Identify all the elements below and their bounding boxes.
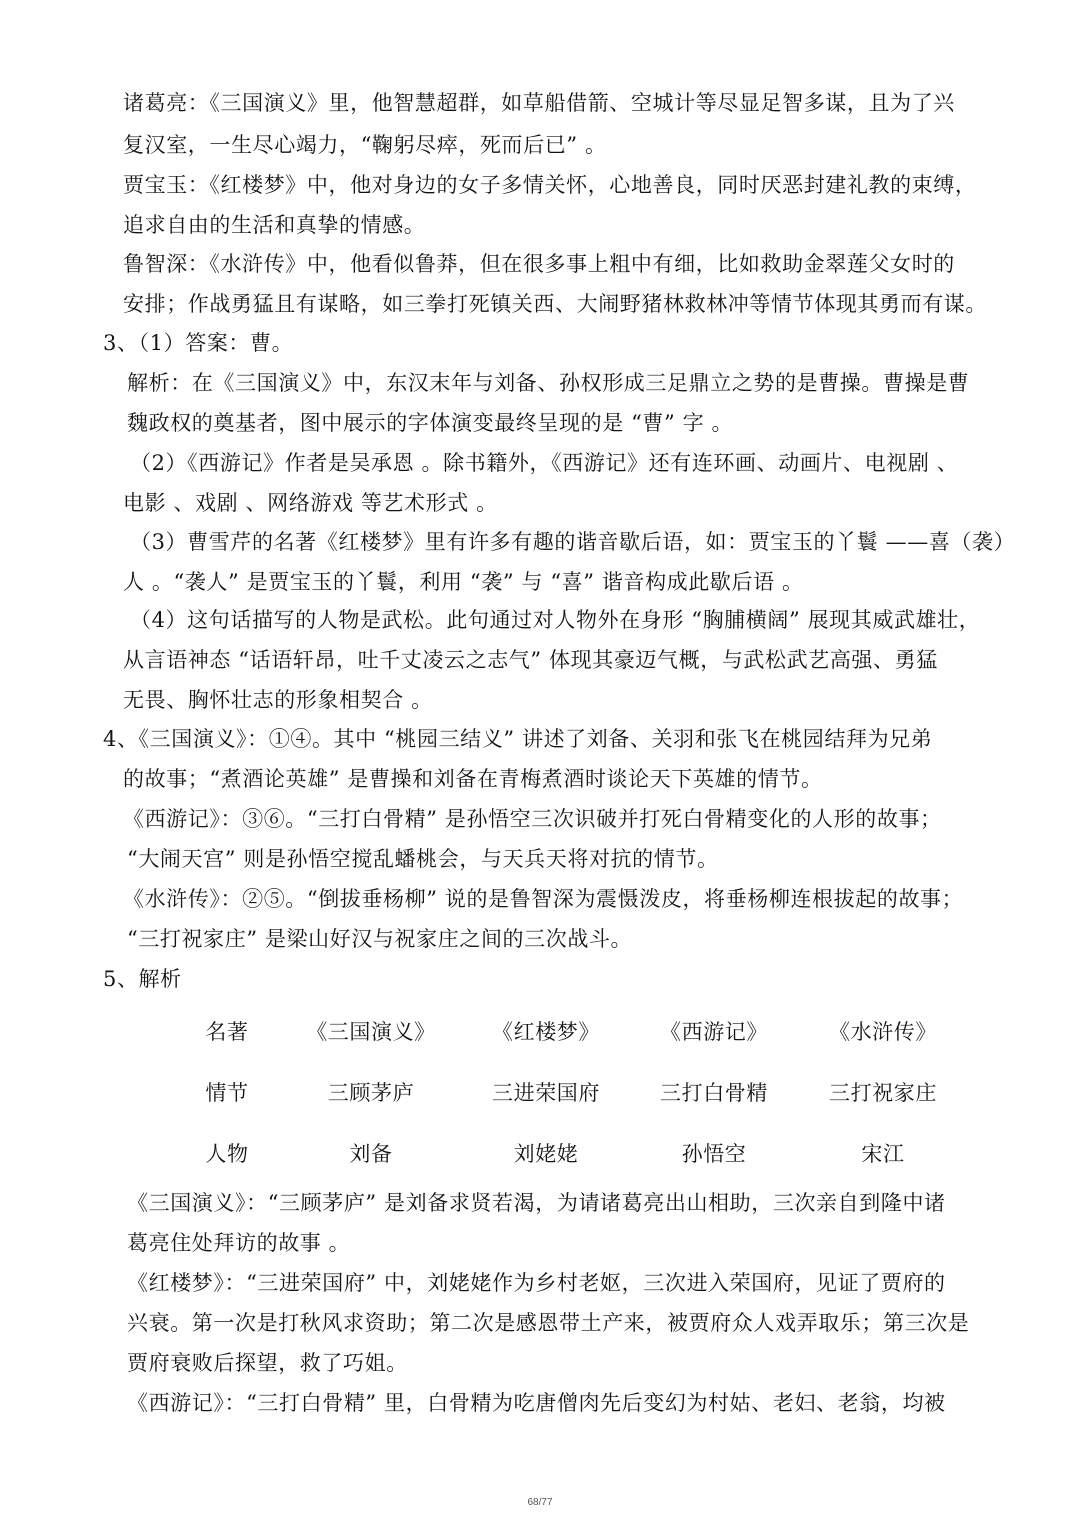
text-line: 鲁智深：《水浒传》中，他看似鲁莽，但在很多事上粗中有细，比如救助金翠莲父女时的 (123, 252, 955, 276)
text-line: “大闹天宫” 则是孙悟空搅乱蟠桃会，与天兵天将对抗的情节。 (127, 847, 719, 871)
table-cell: 宋江 (861, 1142, 905, 1166)
table-cell: 三打白骨精 (660, 1081, 768, 1105)
text-line: 从言语神态 “话语轩昂，吐千丈凌云之志气” 体现其豪迈气概，与武松武艺高强、勇猛 (123, 648, 938, 672)
text-line: 兴衰。第一次是打秋风求资助；第二次是感恩带土产来，被贾府众人戏弄取乐；第三次是 (127, 1311, 970, 1335)
text-line: 《三国演义》：“三顾茅庐” 是刘备求贤若渴，为请诸葛亮出山相助，三次亲自到隆中诸 (127, 1191, 946, 1215)
table-cell: 人物 (205, 1142, 249, 1166)
text-line: 贾宝玉：《红楼梦》中，他对身边的女子多情关怀，心地善良，同时厌恶封建礼教的束缚， (123, 173, 977, 197)
table-cell: 刘姥姥 (513, 1142, 579, 1166)
text-line: 《西游记》：“三打白骨精” 里，白骨精为吃唐僧肉先后变幻为村姑、老妇、老翁，均被 (127, 1391, 946, 1415)
table-cell: 名著 (205, 1020, 249, 1044)
text-line: 解析：在《三国演义》中，东汉末年与刘备、孙权形成三足鼎立之势的是曹操。曹操是曹 (127, 371, 970, 395)
table-cell: 《西游记》 (660, 1020, 768, 1044)
text-line: 魏政权的奠基者，图中展示的字体演变最终呈现的是 “曹” 字 。 (127, 411, 734, 435)
text-line: （2）《西游记》作者是吴承恩 。除书籍外，《西游记》还有连环画、动画片、电视剧 、 (130, 451, 959, 475)
text-line: 诸葛亮：《三国演义》里，他智慧超群，如草船借箭、空城计等尽显足智多谋，且为了兴 (123, 91, 955, 115)
text-line: （3）曹雪芹的名著《红楼梦》里有许多有趣的谐音歇后语，如：贾宝玉的丫鬟 ——喜（袭） (130, 530, 1016, 554)
table-cell: 刘备 (349, 1142, 393, 1166)
text-line: 安排；作战勇猛且有谋略，如三拳打死镇关西、大闹野猪林救林冲等情节体现其勇而有谋。 (123, 292, 987, 316)
table-cell: 《三国演义》 (306, 1020, 436, 1044)
table-cell: 孙悟空 (681, 1142, 747, 1166)
text-line: 4、《三国演义》：①④。其中 “桃园三结义” 讲述了刘备、关羽和张飞在桃园结拜为兄弟 (103, 727, 933, 751)
table-cell: 三顾茅庐 (327, 1081, 415, 1105)
table-cell: 《水浒传》 (829, 1020, 937, 1044)
text-line: 电影 、戏剧 、网络游戏 等艺术形式 。 (123, 491, 498, 515)
table-cell: 情节 (205, 1081, 249, 1105)
text-line: 复汉室，一生尽心竭力，“鞠躬尽瘁，死而后已” 。 (123, 133, 607, 157)
table-cell: 《红楼梦》 (492, 1020, 600, 1044)
text-line: 人 。“袭人” 是贾宝玉的丫鬟，利用 “袭” 与 “喜” 谐音构成此歇后语 。 (123, 570, 804, 594)
text-line: 追求自由的生活和真挚的情感。 (123, 213, 426, 237)
text-line: 3、（1）答案：曹。 (103, 331, 294, 355)
page-number: 68/77 (527, 1497, 553, 1508)
table-row-works (0, 1012, 1080, 1052)
text-line: “三打祝家庄” 是梁山好汉与祝家庄之间的三次战斗。 (127, 927, 633, 951)
text-line: 的故事；“煮酒论英雄” 是曹操和刘备在青梅煮酒时谈论天下英雄的情节。 (123, 767, 823, 791)
text-line: 无畏、胸怀壮志的形象相契合 。 (123, 688, 433, 712)
table-cell: 三进荣国府 (492, 1081, 600, 1105)
table-row-plot (0, 1073, 1080, 1113)
text-line: 《红楼梦》：“三进荣国府” 中，刘姥姥作为乡村老妪，三次进入荣国府，见证了贾府的 (127, 1271, 946, 1295)
text-line: 《西游记》：③⑥。“三打白骨精” 是孙悟空三次识破并打死白骨精变化的人形的故事； (123, 807, 942, 831)
text-line: 葛亮住处拜访的故事 。 (127, 1231, 351, 1255)
table-cell: 三打祝家庄 (829, 1081, 937, 1105)
table-row-character (0, 1134, 1080, 1174)
text-line: （4）这句话描写的人物是武松。此句通过对人物外在身形 “胸脯横阔” 展现其威武雄壮， (130, 608, 981, 632)
text-line: 《水浒传》：②⑤。“倒拔垂杨柳” 说的是鲁智深为震慑泼皮，将垂杨柳连根拔起的故事； (123, 887, 964, 911)
text-line: 贾府衰败后探望，救了巧姐。 (127, 1351, 408, 1375)
text-line: 5、解析 (103, 967, 182, 991)
